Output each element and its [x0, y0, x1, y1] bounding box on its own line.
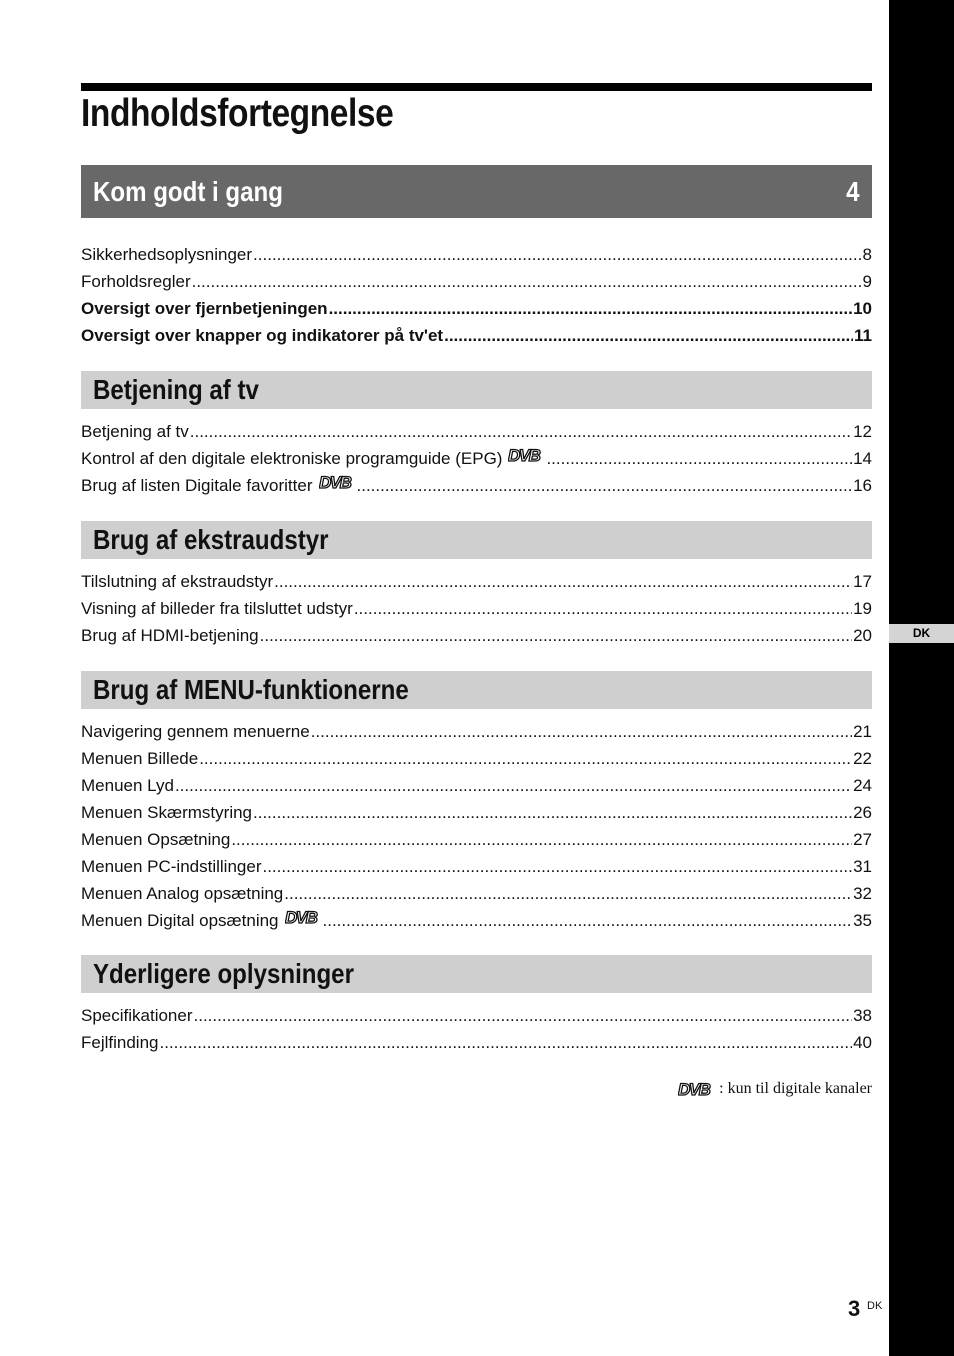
- toc-entry-page: 38: [853, 1006, 872, 1025]
- dvb-legend: [678, 1080, 872, 1098]
- dot-leader: [357, 472, 853, 499]
- toc-entry[interactable]: [81, 322, 872, 349]
- section-title: Yderligere oplysninger: [93, 958, 354, 989]
- toc-entry-page: 11: [854, 326, 872, 345]
- dot-leader: [323, 907, 853, 934]
- toc-entry[interactable]: [81, 268, 872, 295]
- toc-entry-label: Tilslutning af ekstraudstyr: [81, 572, 274, 591]
- toc-entry-page: 8: [862, 245, 872, 264]
- toc-entry-page: 17: [853, 572, 872, 591]
- dot-leader: [262, 853, 852, 880]
- side-tab-label: DK: [889, 624, 954, 643]
- dot-leader: [190, 418, 852, 445]
- dot-leader: [192, 268, 862, 295]
- dvb-icon: [285, 907, 322, 925]
- toc-entry[interactable]: [81, 745, 872, 772]
- toc-entry-page: 16: [853, 476, 872, 495]
- toc-entry[interactable]: [81, 241, 872, 268]
- dot-leader: [160, 1029, 853, 1056]
- toc-section-list: [81, 241, 872, 349]
- dot-leader: [274, 568, 852, 595]
- toc-section-list: [81, 718, 872, 934]
- svg-text:DVB: DVB: [284, 908, 316, 926]
- toc-entry-label: Menuen Digital opsætning: [81, 911, 279, 930]
- toc-entry-page: 21: [853, 722, 872, 741]
- dot-leader: [231, 826, 852, 853]
- dot-leader: [444, 322, 853, 349]
- toc-entry-page: 20: [853, 626, 872, 645]
- section-title: Brug af MENU-funktionerne: [93, 674, 409, 705]
- toc-entry-label: Sikkerhedsoplysninger: [81, 245, 253, 264]
- dot-leader: [194, 1002, 853, 1029]
- section-header: [81, 521, 872, 559]
- section-header: [81, 165, 872, 218]
- title-rule: [81, 83, 872, 91]
- toc-section-list: [81, 568, 872, 649]
- toc-entry[interactable]: [81, 1029, 872, 1056]
- svg-text:DVB: DVB: [508, 446, 540, 464]
- toc-entry-label: Oversigt over knapper og indikatorer på tv'et: [81, 326, 444, 345]
- toc-entry-page: 35: [853, 911, 872, 930]
- toc-entry[interactable]: [81, 853, 872, 880]
- toc-entry-page: 40: [853, 1033, 872, 1052]
- dot-leader: [175, 772, 852, 799]
- toc-entry[interactable]: [81, 799, 872, 826]
- page-number: 3: [848, 1296, 861, 1321]
- toc-entry[interactable]: [81, 445, 872, 472]
- toc-entry-label: Kontrol af den digitale elektroniske programguide (EPG): [81, 449, 503, 468]
- section-header: [81, 671, 872, 709]
- toc-entry-page: 24: [853, 776, 872, 795]
- toc-entry-label: Navigering gennem menuerne: [81, 722, 310, 741]
- section-title: Kom godt i gang: [93, 175, 283, 207]
- toc-entry-page: 9: [862, 272, 872, 291]
- toc-entry-label: Fejlfinding: [81, 1033, 159, 1052]
- toc-entry[interactable]: [81, 472, 872, 499]
- toc-entry-label: Menuen Billede: [81, 749, 199, 768]
- toc-entry-label: Specifikationer: [81, 1006, 193, 1025]
- toc-entry-page: 12: [853, 422, 872, 441]
- toc-entry-label: Brug af HDMI-betjening: [81, 626, 259, 645]
- toc-entry-page: 32: [853, 884, 872, 903]
- toc-entry-label: Oversigt over fjernbetjeningen: [81, 299, 328, 318]
- toc-entry-label: Forholdsregler: [81, 272, 191, 291]
- dvb-icon: [678, 1080, 715, 1098]
- toc-entry-label: Menuen Lyd: [81, 776, 174, 795]
- dot-leader: [260, 622, 852, 649]
- toc-entry-page: 10: [853, 299, 872, 318]
- toc-entry-page: 26: [853, 803, 872, 822]
- toc-entry[interactable]: [81, 418, 872, 445]
- toc-entry[interactable]: [81, 595, 872, 622]
- side-language-tab: [889, 0, 954, 1356]
- toc-entry[interactable]: [81, 568, 872, 595]
- section-title: Brug af ekstraudstyr: [93, 524, 329, 555]
- toc-section-list: [81, 418, 872, 499]
- toc-entry-label: Menuen Analog opsætning: [81, 884, 284, 903]
- legend-text: : kun til digitale kanaler: [719, 1080, 872, 1097]
- dvb-icon: [319, 472, 356, 490]
- section-header: [81, 371, 872, 409]
- toc-entry-page: 27: [853, 830, 872, 849]
- toc-entry[interactable]: [81, 1002, 872, 1029]
- section-title: Betjening af tv: [93, 374, 259, 405]
- toc-entry-label: Menuen Skærmstyring: [81, 803, 253, 822]
- toc-entry-label: Menuen PC-indstillinger: [81, 857, 262, 876]
- toc-entry[interactable]: [81, 826, 872, 853]
- dot-leader: [546, 445, 852, 472]
- dot-leader: [354, 595, 852, 622]
- dot-leader: [253, 241, 861, 268]
- toc-entry[interactable]: [81, 295, 872, 322]
- dot-leader: [311, 718, 852, 745]
- toc-entry[interactable]: [81, 880, 872, 907]
- dot-leader: [329, 295, 853, 322]
- toc-entry-page: 22: [853, 749, 872, 768]
- dot-leader: [253, 799, 852, 826]
- toc-entry[interactable]: [81, 907, 872, 934]
- toc-entry[interactable]: [81, 622, 872, 649]
- toc-entry-page: 14: [853, 449, 872, 468]
- toc-entry[interactable]: [81, 772, 872, 799]
- toc-entry-label: Brug af listen Digitale favoritter: [81, 476, 313, 495]
- toc-section-list: [81, 1002, 872, 1056]
- dot-leader: [199, 745, 852, 772]
- section-page: 4: [846, 175, 860, 207]
- dvb-icon: [508, 445, 545, 463]
- page-title: Indholdsfortegnelse: [81, 92, 394, 135]
- section-header: [81, 955, 872, 993]
- page-number-lang: DK: [867, 1300, 883, 1312]
- toc-entry-label: Betjening af tv: [81, 422, 189, 441]
- toc-entry[interactable]: [81, 718, 872, 745]
- toc-entry-page: 31: [853, 857, 872, 876]
- toc-entry-label: Menuen Opsætning: [81, 830, 231, 849]
- svg-text:DVB: DVB: [318, 473, 350, 491]
- dot-leader: [284, 880, 852, 907]
- svg-text:DVB: DVB: [678, 1080, 710, 1098]
- toc-entry-page: 19: [853, 599, 872, 618]
- toc-entry-label: Visning af billeder fra tilsluttet udstyr: [81, 599, 353, 618]
